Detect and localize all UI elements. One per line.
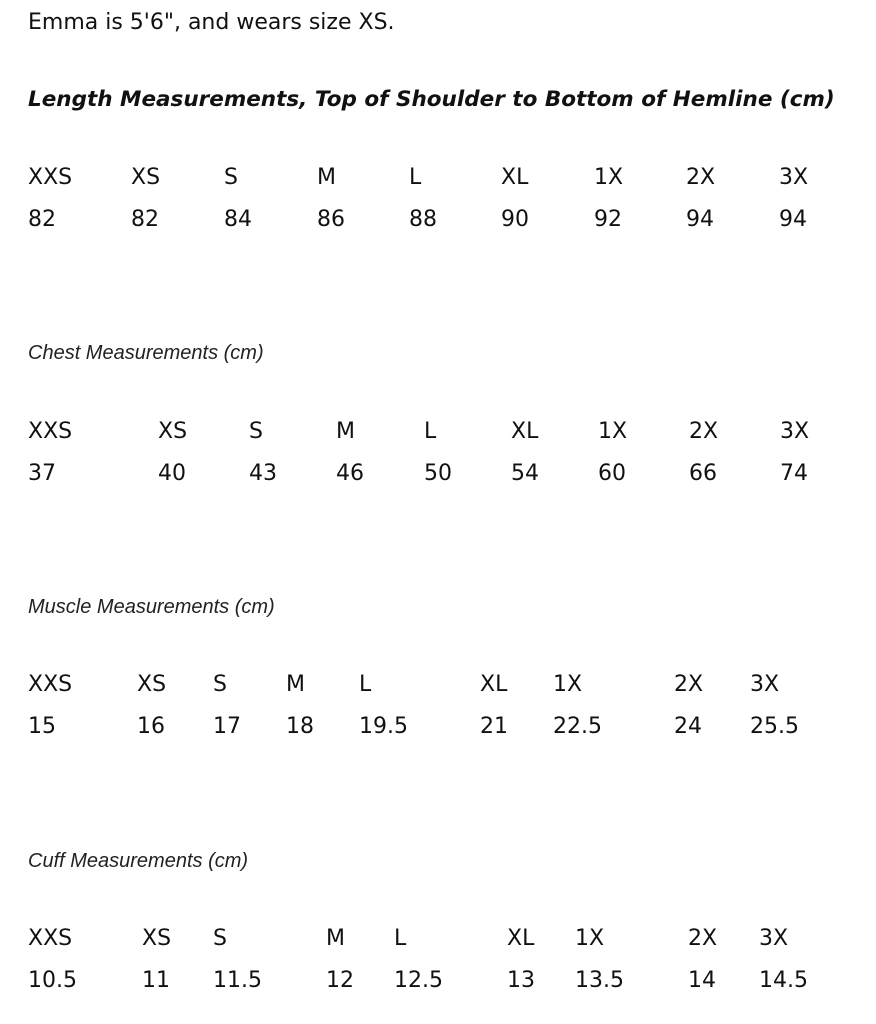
size-label: L: [409, 165, 422, 190]
measurement-value: 40: [158, 461, 186, 486]
measurement-value: 16: [137, 714, 165, 739]
measurement-value: 92: [594, 207, 622, 232]
measurement-value: 19.5: [359, 714, 408, 739]
measurement-value: 82: [28, 207, 56, 232]
size-label: 2X: [689, 419, 719, 444]
measurement-value: 10.5: [28, 968, 77, 993]
measurement-value: 18: [286, 714, 314, 739]
measurement-value: 12.5: [394, 968, 443, 993]
measurement-value: 82: [131, 207, 159, 232]
measurement-value: 21: [480, 714, 508, 739]
size-label: S: [213, 672, 227, 697]
size-label: 2X: [674, 672, 704, 697]
size-label: 2X: [686, 165, 716, 190]
size-label: 3X: [759, 926, 789, 951]
size-label: XXS: [28, 926, 73, 951]
intro-text: Emma is 5'6", and wears size XS.: [28, 10, 395, 35]
measurement-value: 46: [336, 461, 364, 486]
measurement-value: 88: [409, 207, 437, 232]
size-label: 2X: [688, 926, 718, 951]
measurement-value: 25.5: [750, 714, 799, 739]
size-label: XL: [511, 419, 539, 444]
measurement-value: 94: [779, 207, 807, 232]
size-label: XS: [131, 165, 161, 190]
measurement-value: 84: [224, 207, 252, 232]
measurement-value: 15: [28, 714, 56, 739]
size-label: XXS: [28, 672, 73, 697]
size-label: 1X: [598, 419, 628, 444]
size-label: 1X: [594, 165, 624, 190]
measurement-value: 94: [686, 207, 714, 232]
length-heading: Length Measurements, Top of Shoulder to Bottom of Hemline (cm): [28, 87, 835, 112]
measurement-value: 14: [688, 968, 716, 993]
size-label: M: [317, 165, 336, 190]
measurement-value: 74: [780, 461, 808, 486]
size-label: L: [394, 926, 407, 951]
size-label: 3X: [780, 419, 810, 444]
measurement-value: 86: [317, 207, 345, 232]
measurement-value: 90: [501, 207, 529, 232]
size-label: S: [224, 165, 238, 190]
measurement-value: 11.5: [213, 968, 262, 993]
measurement-value: 11: [142, 968, 170, 993]
chest-heading: Chest Measurements (cm): [28, 342, 264, 364]
measurement-value: 60: [598, 461, 626, 486]
size-label: S: [213, 926, 227, 951]
size-label: M: [326, 926, 345, 951]
muscle-heading: Muscle Measurements (cm): [28, 596, 275, 618]
measurement-value: 17: [213, 714, 241, 739]
size-label: L: [359, 672, 372, 697]
measurement-value: 37: [28, 461, 56, 486]
size-label: XS: [137, 672, 167, 697]
measurement-value: 54: [511, 461, 539, 486]
size-label: XS: [158, 419, 188, 444]
measurement-value: 22.5: [553, 714, 602, 739]
size-label: 3X: [750, 672, 780, 697]
measurement-value: 12: [326, 968, 354, 993]
size-label: 1X: [553, 672, 583, 697]
size-label: 1X: [575, 926, 605, 951]
measurement-value: 50: [424, 461, 452, 486]
size-label: XXS: [28, 419, 73, 444]
size-label: L: [424, 419, 437, 444]
size-label: XL: [507, 926, 535, 951]
size-label: XL: [480, 672, 508, 697]
size-label: M: [286, 672, 305, 697]
measurement-value: 66: [689, 461, 717, 486]
cuff-heading: Cuff Measurements (cm): [28, 850, 249, 872]
size-label: 3X: [779, 165, 809, 190]
measurement-value: 13: [507, 968, 535, 993]
measurement-value: 14.5: [759, 968, 808, 993]
size-label: XXS: [28, 165, 73, 190]
size-label: XS: [142, 926, 172, 951]
measurement-value: 24: [674, 714, 702, 739]
measurement-value: 43: [249, 461, 277, 486]
measurement-value: 13.5: [575, 968, 624, 993]
size-label: XL: [501, 165, 529, 190]
size-label: M: [336, 419, 355, 444]
size-label: S: [249, 419, 263, 444]
